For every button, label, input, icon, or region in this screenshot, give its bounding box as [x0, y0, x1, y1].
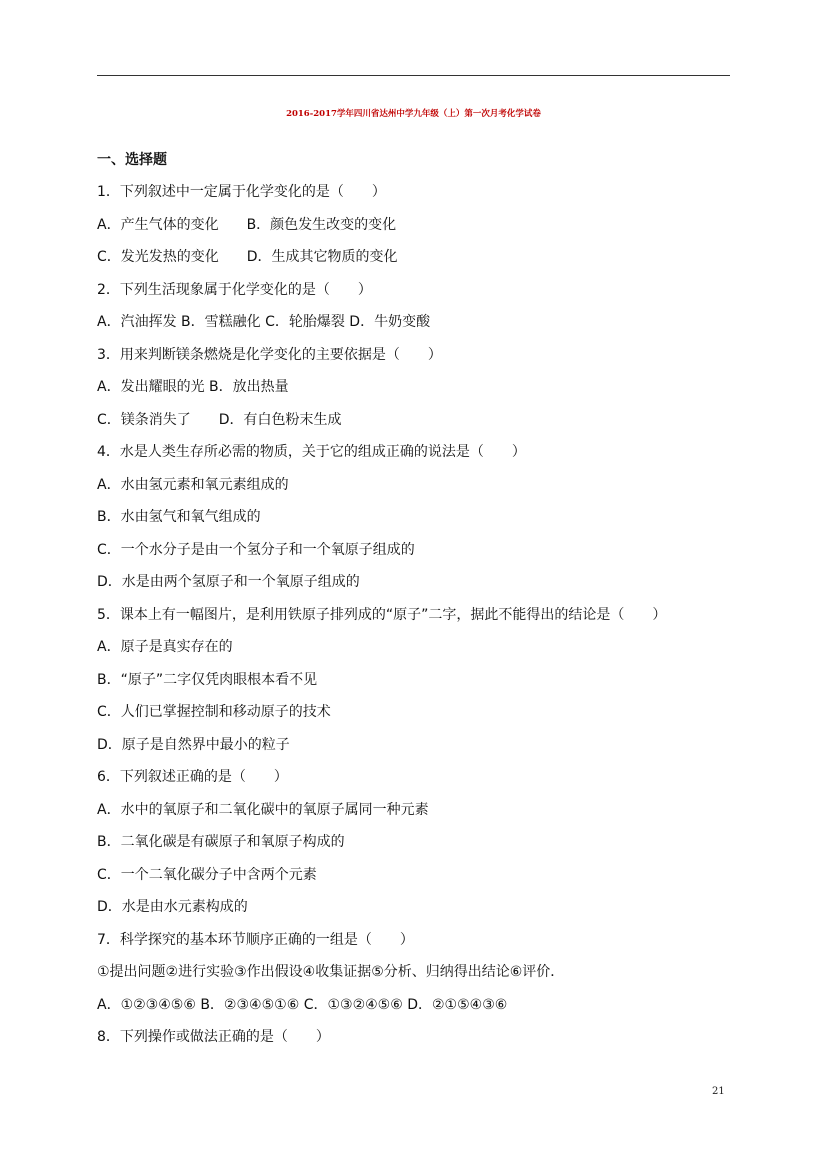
- question-8: 8．下列操作或做法正确的是（ ）: [97, 1029, 330, 1045]
- question-4-option-c: C．一个水分子是由一个氢分子和一个氧原子组成的: [97, 542, 415, 558]
- question-7-steps: ①提出问题②进行实验③作出假设④收集证据⑤分析、归纳得出结论⑥评价．: [97, 964, 565, 980]
- question-3-options-c-d: C．镁条消失了 D．有白色粉末生成: [97, 412, 342, 428]
- question-6: 6．下列叙述正确的是（ ）: [97, 769, 288, 785]
- question-5-option-c: C．人们已掌握控制和移动原子的技术: [97, 704, 331, 720]
- question-6-option-d: D．水是由水元素构成的: [97, 899, 248, 915]
- question-5-option-b: B．“原子”二字仅凭肉眼根本看不见: [97, 672, 318, 688]
- question-6-option-c: C．一个二氧化碳分子中含两个元素: [97, 867, 317, 883]
- question-4: 4．水是人类生存所必需的物质，关于它的组成正确的说法是（ ）: [97, 444, 526, 460]
- question-2: 2．下列生活现象属于化学变化的是（ ）: [97, 282, 372, 298]
- question-1-options-c-d: C．发光发热的变化 D．生成其它物质的变化: [97, 249, 398, 265]
- question-4-option-a: A．水由氢元素和氧元素组成的: [97, 477, 289, 493]
- section-heading: 一、选择题: [97, 152, 167, 168]
- page-number: 21: [712, 1086, 725, 1097]
- question-7-options: A．①②③④⑤⑥ B．②③④⑤①⑥ C．①③②④⑤⑥ D．②①⑤④③⑥: [97, 997, 508, 1013]
- question-7: 7．科学探究的基本环节顺序正确的一组是（ ）: [97, 932, 414, 948]
- question-1-options-a-b: A．产生气体的变化 B．颜色发生改变的变化: [97, 217, 397, 233]
- question-1: 1．下列叙述中一定属于化学变化的是（ ）: [97, 184, 386, 200]
- exam-title: 2016-2017学年四川省达州中学九年级（上）第一次月考化学试卷: [286, 109, 541, 119]
- question-3: 3．用来判断镁条燃烧是化学变化的主要依据是（ ）: [97, 347, 442, 363]
- question-5: 5．课本上有一幅图片，是利用铁原子排列成的“原子”二字，据此不能得出的结论是（ ）: [97, 607, 667, 623]
- question-6-option-a: A．水中的氧原子和二氧化碳中的氧原子属同一种元素: [97, 802, 429, 818]
- question-4-option-d: D．水是由两个氢原子和一个氧原子组成的: [97, 574, 360, 590]
- question-2-options: A．汽油挥发 B．雪糕融化 C．轮胎爆裂 D．牛奶变酸: [97, 314, 431, 330]
- question-3-options-a-b: A．发出耀眼的光 B．放出热量: [97, 379, 289, 395]
- question-5-option-d: D．原子是自然界中最小的粒子: [97, 737, 290, 753]
- question-4-option-b: B．水由氢气和氧气组成的: [97, 509, 261, 525]
- question-6-option-b: B．二氧化碳是有碳原子和氧原子构成的: [97, 834, 345, 850]
- question-5-option-a: A．原子是真实存在的: [97, 639, 233, 655]
- header-rule: [97, 75, 730, 76]
